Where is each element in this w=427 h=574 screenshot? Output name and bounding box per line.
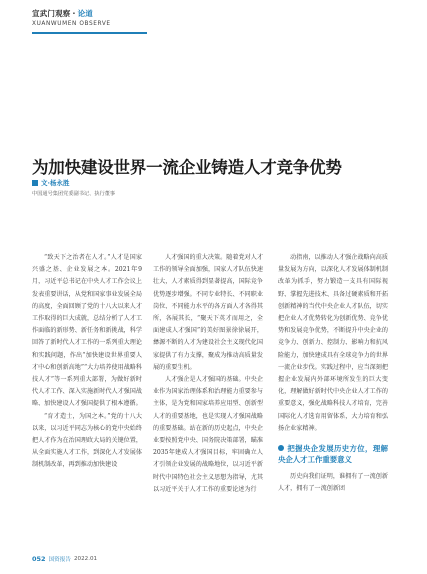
byline bbox=[32, 178, 69, 187]
page-number: 052 bbox=[32, 555, 46, 563]
paragraph: 动指南，以推动人才强企战略向高质量发展为方向，以深化人才发展体制机制改革为抓手，努力锻造一支具有国际视野、掌握先进技术、具备过硬素质和开拓创新精神的当代中央企业人才队伍，切实把企业人才优势转化为创新优势、竞争优势和发展竞争优势，不断提升中央企业的竞争力、创新力、控制力、影响力和抗风险能力，加快建成具有全球竞争力的世界一流企业步伐。实践过程中，应当深刻把握企业发展内外部环境所发生的巨大变化，理解做好新时代中央企业人才工作的重要意义，强化战略科技人才培育，完善国际化人才选育用留体系，大力培育和弘扬企业家精神。 bbox=[278, 254, 388, 432]
paragraph: “致天下之治者在人才。”人才是国家兴盛之基、企业发展之本。2021年9月，习近平总书记在中央人才工作会议上发表重要讲话，从党和国家事业发展全局的高度，全面回顾了党的十八大以来人才工作取得的巨大成就，总结分析了人才工作面临的新形势、新任务和新挑战，科学回答了新时代人才工作的一系列重大理论和实践问题，作出“加快建设世界重要人才中心和创新高地”“大力培养使用战略科技人才”等一系列重大部署，为做好新时代人才工作、深入实施新时代人才强国战略、加快建设人才强国提供了根本遵循。 bbox=[32, 254, 142, 408]
paragraph: “育才造士，为国之本。”党的十八大以来，以习近平同志为核心的党中央始终把人才作为在治国理政大局的关键位置，从全面实施人才工作，到深化人才发展体制机制改革，再到推动加快建设 bbox=[32, 412, 142, 469]
column-english-title: XUANWUMEN OBSERVE bbox=[32, 21, 111, 27]
paragraph: 人才强企是人才强国的基础。中央企业作为国家治理体系和治理能力重要参与主体，是为党和国家培养应用型、创新型人才的重要基地，也是实现人才强国战略的重要基础。站在新的历史起点，中央企业要按照党中央、国务院决策部署，瞄准2035年建成人才强国目标，牢固确立人才引领企业发展的战略地位，以习近平新时代中国特色社会主义思想为指导，尤其以习近平关于人才工作的重要论述为行 bbox=[153, 376, 263, 493]
text-column-3 bbox=[278, 252, 388, 495]
text-column-2 bbox=[153, 252, 263, 496]
article-title: 为加快建设世界一流企业铸造人才竞争优势 bbox=[32, 158, 342, 178]
column-header bbox=[32, 8, 111, 27]
paragraph: 历史向我们证明，谁拥有了一流创新人才，拥有了一流创新团 bbox=[278, 473, 388, 493]
paragraph: 人才强国的重大决策。随着党对人才工作的领导全面加强，国家人才队伍快速壮大，人才素质得到显著提高，国际竞争优势逐步增强。不同专业特长、不同职业岗位、不同能力水平的各方面人才各得其所，各展其长，“聚天下英才而用之，全面建成人才强国”的美好图景徐徐展开，彝源不断的人才为建设社会主义现代化国家提供了有力支撑，聚成为推动高质量发展的重要生机。 bbox=[153, 254, 263, 371]
page-footer bbox=[32, 555, 97, 563]
byline-marker bbox=[32, 180, 38, 186]
author-name: 文·杨永胜 bbox=[41, 179, 70, 187]
bullet-icon bbox=[278, 445, 284, 451]
column-name: 宣武门观察 bbox=[32, 9, 71, 18]
column-section: 论道 bbox=[77, 9, 93, 18]
issue-date: 2022.01 bbox=[73, 556, 98, 562]
section-heading-text: 把握央企发展历史方位，理解央企人才工作重要意义 bbox=[278, 444, 388, 465]
magazine-name: 国资报告 bbox=[48, 557, 71, 563]
section-heading bbox=[278, 443, 388, 465]
column-title bbox=[32, 8, 111, 19]
separator: · bbox=[72, 9, 76, 18]
header-rule bbox=[32, 32, 147, 34]
author-affiliation: 中国通号集团党委副书记、执行董事 bbox=[32, 191, 116, 197]
text-column-1 bbox=[32, 252, 142, 472]
